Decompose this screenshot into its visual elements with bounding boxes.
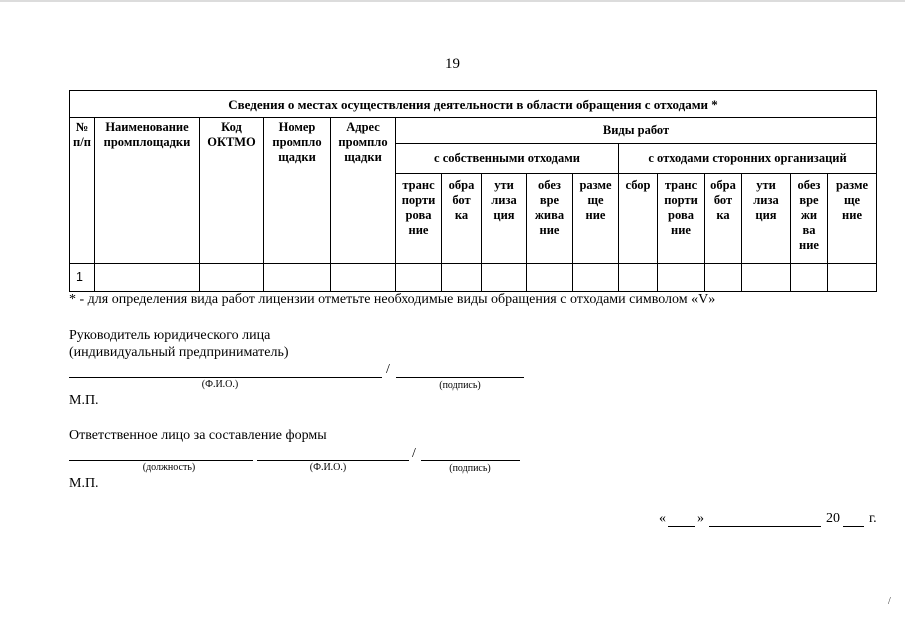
col-header-oktmo: Код ОКТМО — [200, 118, 264, 264]
col-header-site-number: Номер промпло щадки — [264, 118, 331, 264]
stamp-label: М.П. — [69, 393, 99, 408]
responsible-signature-line[interactable] — [421, 460, 520, 461]
cell-third-transport[interactable] — [658, 264, 705, 292]
separator-slash: / — [386, 362, 390, 377]
page-number: 19 — [445, 56, 460, 72]
col-header-number: № п/п — [70, 118, 95, 264]
cell-own-transport[interactable] — [396, 264, 442, 292]
scan-edge — [0, 0, 905, 2]
col-third-processing: обра бот ка — [705, 174, 742, 264]
head-name-line[interactable] — [69, 377, 382, 378]
position-caption: (должность) — [142, 462, 196, 473]
scan-mark: / — [888, 596, 891, 607]
col-own-transport: транс порти рова ние — [396, 174, 442, 264]
col-header-work-types: Виды работ — [396, 118, 877, 144]
col-header-third-party-waste: с отходами сторонних организаций — [619, 144, 877, 174]
activity-sites-table — [69, 90, 877, 292]
col-header-site-address: Адрес промпло щадки — [331, 118, 396, 264]
responsible-position-line[interactable] — [69, 460, 253, 461]
cell-third-placement[interactable] — [828, 264, 877, 292]
head-name-caption: (Ф.И.О.) — [201, 379, 239, 390]
head-title-line2: (индивидуальный предприниматель) — [69, 345, 289, 360]
cell-own-utilization[interactable] — [482, 264, 527, 292]
cell-own-processing[interactable] — [442, 264, 482, 292]
responsible-title: Ответственное лицо за составление формы — [69, 428, 327, 443]
cell-third-utilization[interactable] — [742, 264, 791, 292]
stamp-label: М.П. — [69, 476, 99, 491]
table-row — [70, 264, 877, 292]
col-third-utilization: ути лиза ция — [742, 174, 791, 264]
col-header-own-waste: с собственными отходами — [396, 144, 619, 174]
cell-site-number[interactable] — [264, 264, 331, 292]
date-month-line[interactable] — [709, 526, 821, 527]
head-signature-line[interactable] — [396, 377, 524, 378]
table-title: Сведения о местах осуществления деятельности в области обращения с отходами * — [70, 91, 877, 118]
date-year-line[interactable] — [843, 526, 864, 527]
cell-oktmo[interactable] — [200, 264, 264, 292]
date-year-suffix: г. — [869, 511, 877, 526]
responsible-signature-caption: (подпись) — [449, 463, 491, 474]
date-open-quote: « — [659, 511, 666, 526]
date-year-prefix: 20 — [826, 511, 840, 526]
date-day-line[interactable] — [668, 526, 695, 527]
row-number: 1 — [70, 264, 95, 292]
col-header-site-name: Наименование промплощадки — [95, 118, 200, 264]
cell-third-collection[interactable] — [619, 264, 658, 292]
col-own-placement: разме ще ние — [573, 174, 619, 264]
cell-site-address[interactable] — [331, 264, 396, 292]
responsible-name-line[interactable] — [257, 460, 409, 461]
footnote: * - для определения вида работ лицензии отметьте необходимые виды обращения с отходами символом «V» — [69, 292, 716, 307]
cell-third-processing[interactable] — [705, 264, 742, 292]
cell-site-name[interactable] — [95, 264, 200, 292]
head-title-line1: Руководитель юридического лица — [69, 328, 271, 343]
responsible-name-caption: (Ф.И.О.) — [309, 462, 347, 473]
cell-own-placement[interactable] — [573, 264, 619, 292]
col-own-processing: обра бот ка — [442, 174, 482, 264]
col-third-collection: сбор — [619, 174, 658, 264]
col-third-transport: транс порти рова ние — [658, 174, 705, 264]
date-close-quote: » — [697, 511, 704, 526]
cell-own-neutralization[interactable] — [527, 264, 573, 292]
col-third-placement: разме ще ние — [828, 174, 877, 264]
col-own-utilization: ути лиза ция — [482, 174, 527, 264]
separator-slash: / — [412, 446, 416, 461]
cell-third-neutralization[interactable] — [791, 264, 828, 292]
col-own-neutralization: обез вре жива ние — [527, 174, 573, 264]
head-signature-caption: (подпись) — [439, 380, 481, 391]
col-third-neutralization: обез вре жи ва ние — [791, 174, 828, 264]
